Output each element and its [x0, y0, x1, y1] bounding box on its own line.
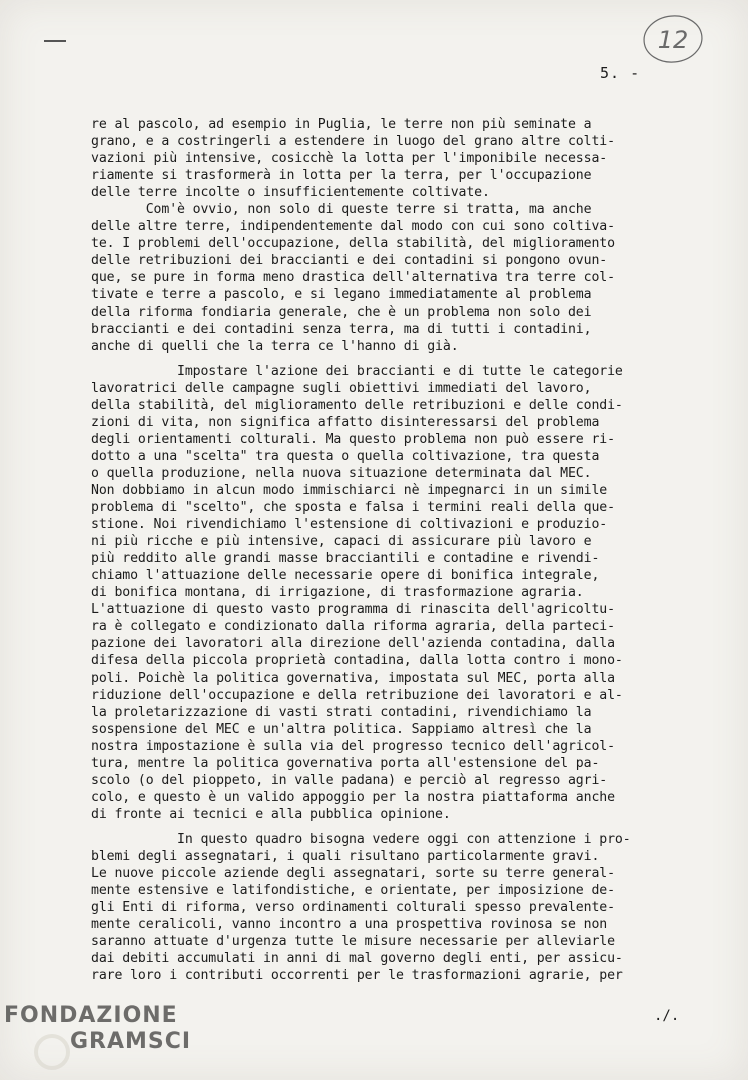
text-line: delle altre terre, indipendentemente dal modo con cui sono coltiva-: [91, 219, 615, 235]
text-line: tivate e terre a pascolo, e si legano immediatamente al problema: [91, 287, 592, 303]
text-line: la proletarizzazione di vasti strati contadini, rivendichiamo la: [91, 704, 592, 720]
text-line: In questo quadro bisogna vedere oggi con attenzione i pro-: [91, 831, 631, 847]
text-line: dotto a una "scelta" tra questa o quella coltivazione, tra questa: [91, 448, 600, 464]
text-line: riduzione dell'occupazione e della retribuzione dei lavoratori e al-: [91, 687, 623, 703]
text-line: della stabilità, del miglioramento delle retribuzioni e delle condi-: [91, 397, 623, 413]
archive-watermark: [4, 1000, 204, 1080]
text-line: gli Enti di riforma, verso ordinamenti colturali spesso prevalente-: [91, 900, 615, 916]
watermark-line-2: GRAMSCI: [70, 1029, 192, 1054]
text-line: difesa della piccola proprietà contadina, dalla lotta contro i mono-: [91, 653, 623, 669]
text-line: Com'è ovvio, non solo di queste terre si tratta, ma anche: [91, 202, 592, 218]
text-line: scolo (o del pioppeto, in valle padana) e perciò al regresso agri-: [91, 772, 608, 788]
text-line: L'attuazione di questo vasto programma di rinascita dell'agricoltu-: [91, 602, 615, 618]
folio-number: 12: [657, 26, 689, 54]
text-line: riamente si trasformerà in lotta per la terra, per l'occupazione: [91, 168, 592, 184]
text-line: di bonifica montana, di irrigazione, di trasformazione agraria.: [91, 585, 584, 601]
text-line: poli. Poichè la politica governativa, impostata sul MEC, porta alla: [91, 670, 615, 686]
text-line: delle retribuzioni dei braccianti e dei contadini si pongono ovun-: [91, 253, 608, 269]
text-line: zioni di vita, non significa affatto disinteressarsi del problema: [91, 414, 600, 430]
text-line: della riforma fondiaria generale, che è un problema non solo dei: [91, 304, 592, 320]
text-line: blemi degli assegnatari, i quali risultano particolarmente gravi.: [91, 848, 600, 864]
text-line: tura, mentre la politica governativa porta all'estensione del pa-: [91, 755, 600, 771]
text-line: nostra impostazione è sulla via del progresso tecnico dell'agricol-: [91, 738, 615, 754]
text-line: grano, e a costringerli a estendere in luogo del grano altre colti-: [91, 134, 615, 150]
text-line: stione. Noi rivendichiamo l'estensione di coltivazioni e produzio-: [91, 517, 608, 533]
text-line: mente estensive e latifondistiche, e orientate, per imposizione de-: [91, 883, 615, 899]
paragraph-gap: [91, 355, 721, 363]
text-line: Non dobbiamo in alcun modo immischiarci nè impegnarci in un simile: [91, 482, 608, 498]
text-line: rare loro i contributi occorrenti per le trasformazioni agrarie, per: [91, 968, 623, 984]
text-line: te. I problemi dell'occupazione, della stabilità, del miglioramento: [91, 236, 615, 252]
text-line: Le nuove piccole aziende degli assegnatari, sorte su terre general-: [91, 866, 615, 882]
pen-mark: [44, 40, 66, 42]
text-line: Impostare l'azione dei braccianti e di tutte le categorie: [91, 363, 623, 379]
text-line: problema di "scelto", che sposta e falsa i termini reali della que-: [91, 500, 615, 516]
text-line: o quella produzione, nella nuova situazione determinata dal MEC.: [91, 465, 592, 481]
folio-number-circled: [641, 12, 705, 66]
text-line: chiamo l'attuazione delle necessarie opere di bonifica integrale,: [91, 568, 600, 584]
text-line: braccianti e dei contadini senza terra, ma di tutti i contadini,: [91, 321, 592, 337]
typewritten-body: [91, 116, 721, 984]
text-line: più reddito alle grandi masse bracciantili e contadine e rivendi-: [91, 551, 600, 567]
watermark-line-1: FONDAZIONE: [4, 1003, 178, 1028]
text-line: ni più ricche e più intensive, capaci di assicurare più lavoro e: [91, 534, 592, 550]
text-line: saranno attuate d'urgenza tutte le misure necessarie per alleviarle: [91, 934, 615, 950]
text-line: re al pascolo, ad esempio in Puglia, le terre non più seminate a: [91, 117, 592, 132]
text-line: lavoratrici delle campagne sugli obiettivi immediati del lavoro,: [91, 380, 592, 396]
page-number: 5. -: [600, 64, 641, 82]
text-line: anche di quelli che la terra ce l'hanno di già.: [91, 338, 459, 354]
watermark-logo-ring: [36, 1036, 68, 1068]
text-line: mente ceralicoli, vanno incontro a una prospettiva rovinosa se non: [91, 917, 608, 933]
continuation-mark: ./.: [654, 1008, 680, 1024]
text-line: pazione dei lavoratori alla direzione dell'azienda contadina, dalla: [91, 636, 615, 652]
text-line: di fronte ai tecnici e alla pubblica opinione.: [91, 806, 451, 822]
text-line: vazioni più intensive, cosicchè la lotta per l'imponibile necessa-: [91, 151, 608, 167]
text-line: sospensione del MEC e un'altra politica. Sappiamo altresì che la: [91, 721, 592, 737]
text-line: delle terre incolte o insufficientemente coltivate.: [91, 185, 490, 201]
text-line: colo, e questo è un valido appoggio per la nostra piattaforma anche: [91, 789, 615, 805]
paragraph-gap: [91, 823, 721, 831]
text-line: que, se pure in forma meno drastica dell'alternativa tra terre col-: [91, 270, 615, 286]
text-line: degli orientamenti colturali. Ma questo problema non può essere ri-: [91, 431, 615, 447]
text-line: ra è collegato e condizionato dalla riforma agraria, della parteci-: [91, 619, 615, 635]
text-line: dai debiti accumulati in anni di mal governo degli enti, per assicu-: [91, 951, 623, 967]
